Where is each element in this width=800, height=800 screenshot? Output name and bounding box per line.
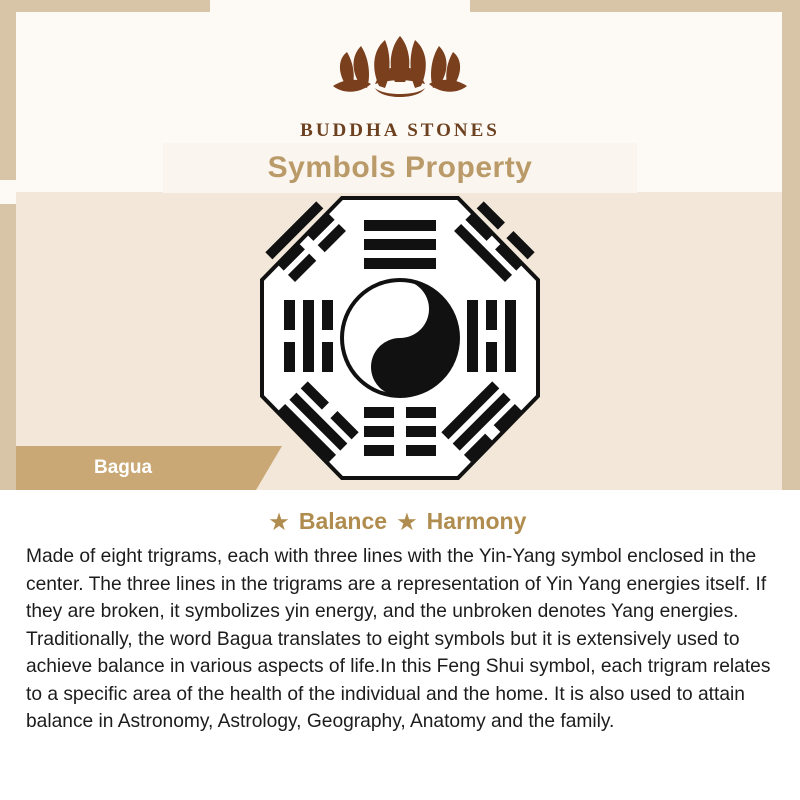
- keyword-row: [0, 508, 800, 535]
- symbol-label-tag-tail: [256, 446, 282, 490]
- decorative-ribbon-top-right: [470, 0, 800, 12]
- keyword-balance: Balance: [298, 508, 388, 534]
- page-title: Symbols Property: [267, 151, 533, 184]
- symbol-label: Bagua: [94, 457, 153, 478]
- bagua-yin-yang-icon: [260, 468, 540, 485]
- symbol-graphic: [0, 196, 800, 486]
- decorative-ribbon-top-left: [0, 0, 210, 12]
- description-text: Made of eight trigrams, each with three lines with the Yin-Yang symbol enclosed in the center. The three lines in the trigrams are a representation of Yin Yang energies itself. If they are broken, it symbolizes yin energy, and the unbroken denotes Yang energies. Traditionally, the word Bagua translates to eight symbols but it is extensively used to achieve balance in various aspects of life.In this Feng Shui symbol, each trigram relates to a specific area of the health of the individual and the home. It is also used to attain balance in Astronomy, Astrology, Geography, Anatomy and the family.: [26, 546, 771, 732]
- page-title-bar: [163, 143, 637, 193]
- keyword-harmony: Harmony: [426, 508, 527, 534]
- lotus-meditation-icon: [0, 22, 800, 114]
- star-icon-left: ★: [269, 511, 289, 534]
- brand-name: BUDDHA STONES: [300, 120, 500, 141]
- star-icon-right: ★: [397, 511, 417, 534]
- brand-logo: [0, 22, 800, 142]
- symbol-label-tag: [16, 446, 256, 490]
